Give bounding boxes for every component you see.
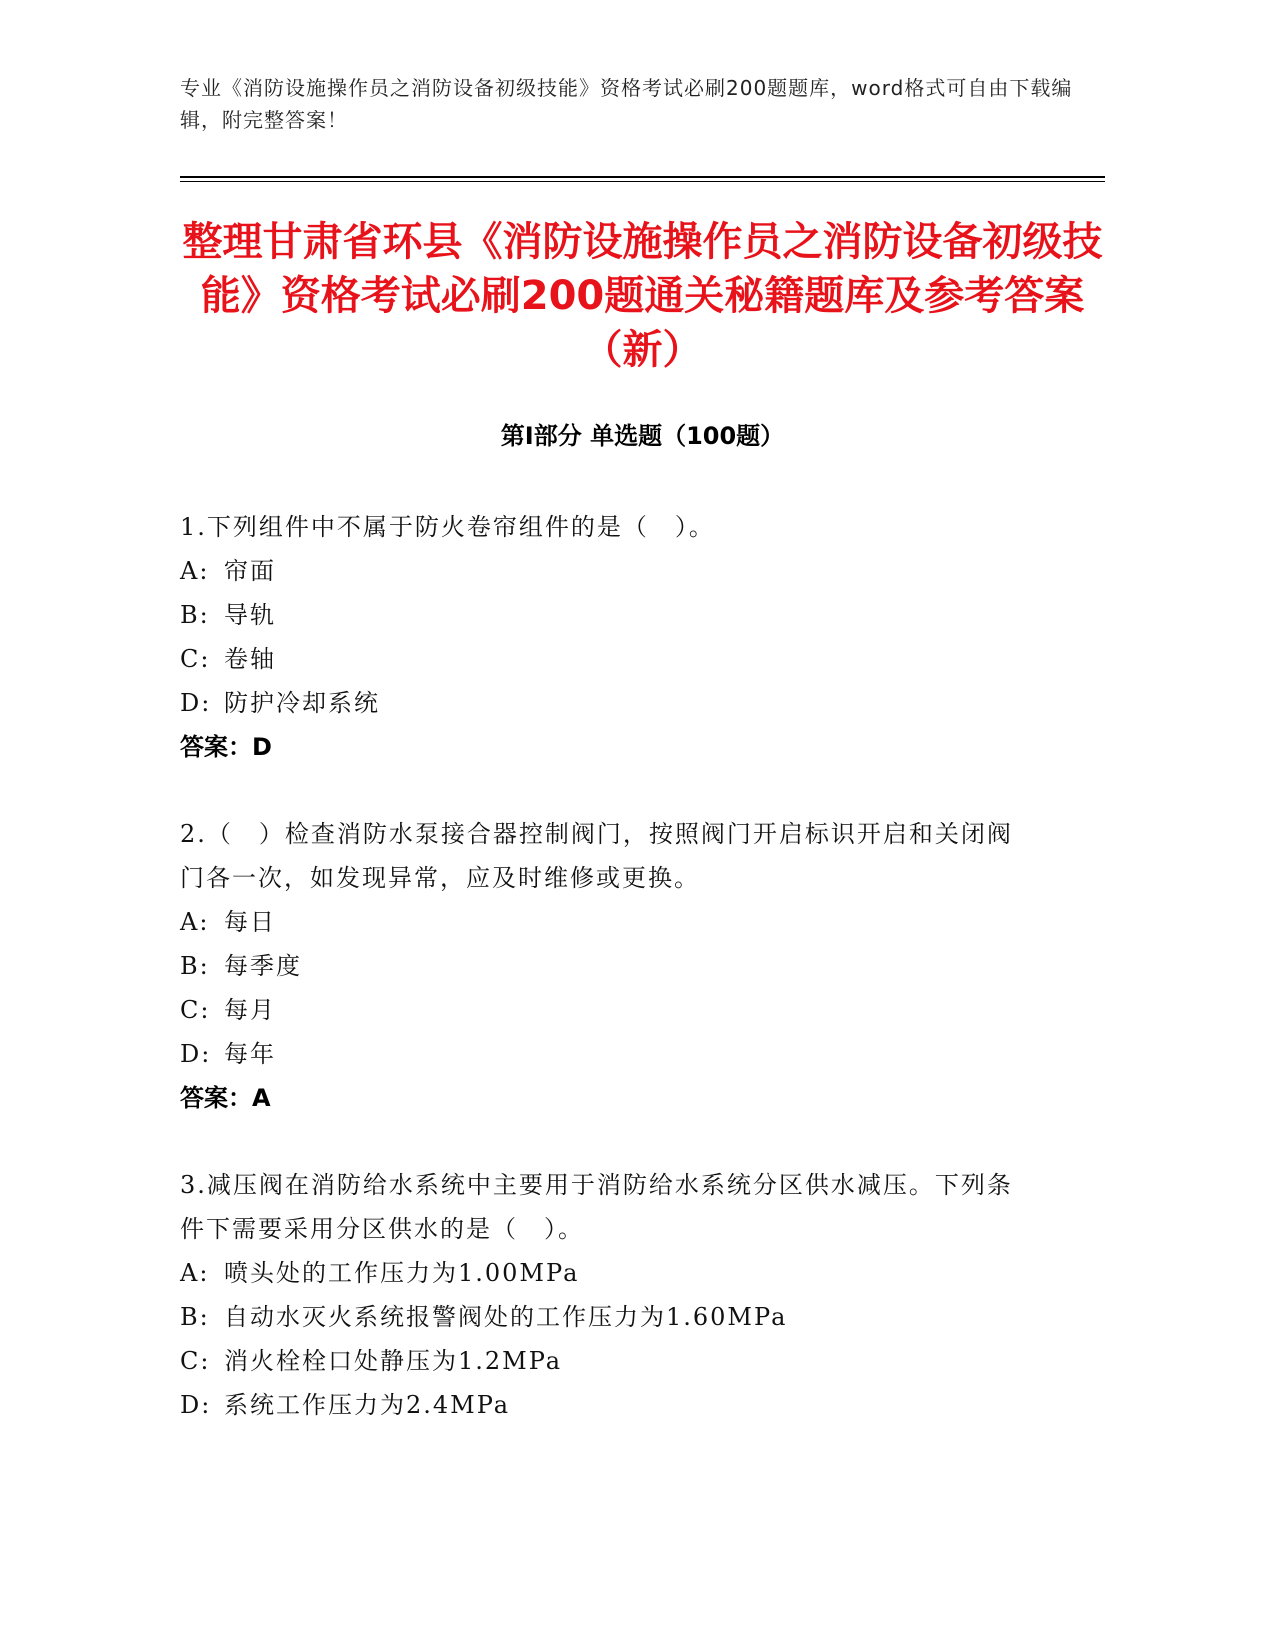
option-letter: D:	[180, 689, 212, 717]
option-text: 每日	[224, 908, 276, 936]
option-a	[180, 1251, 1030, 1295]
header-rule-thin	[180, 181, 1105, 182]
option-d	[180, 1383, 1030, 1427]
question-stem: 1.下列组件中不属于防火卷帘组件的是（ ）。	[180, 513, 715, 541]
option-d	[180, 1032, 1030, 1076]
option-b	[180, 1295, 1030, 1339]
question-stem: 3.减压阀在消防给水系统中主要用于消防给水系统分区供水减压。下列条件下需要采用分区供水的是（ ）。	[180, 1171, 1013, 1243]
option-text: 每月	[224, 996, 276, 1024]
document-title: 整理甘肃省环县《消防设施操作员之消防设备初级技能》资格考试必刷200题通关秘籍题库及参考答案（新）	[182, 219, 1103, 373]
answer-line: 答案：D	[180, 733, 272, 761]
section-heading: 第Ⅰ部分 单选题（100题）	[500, 422, 785, 450]
option-b	[180, 593, 1030, 637]
answer-line: 答案：A	[180, 1084, 271, 1112]
option-text: 帘面	[224, 557, 276, 585]
option-text: 喷头处的工作压力为1.00MPa	[224, 1259, 580, 1287]
option-text: 导轨	[224, 601, 276, 629]
option-letter: A:	[180, 1259, 210, 1287]
option-c	[180, 637, 1030, 681]
option-text: 每年	[224, 1040, 276, 1068]
option-letter: B:	[180, 601, 210, 629]
option-d	[180, 681, 1030, 725]
question-3	[180, 1163, 1030, 1427]
header-rule-thick	[180, 176, 1105, 178]
question-1	[180, 505, 1030, 769]
option-a	[180, 900, 1030, 944]
option-text: 系统工作压力为2.4MPa	[224, 1391, 511, 1419]
option-text: 自动水灭火系统报警阀处的工作压力为1.60MPa	[224, 1303, 788, 1331]
option-letter: B:	[180, 1303, 210, 1331]
option-text: 每季度	[224, 952, 302, 980]
option-c	[180, 1339, 1030, 1383]
question-2	[180, 812, 1030, 1120]
option-text: 防护冷却系统	[224, 689, 380, 717]
option-letter: D:	[180, 1391, 212, 1419]
header-note: 专业《消防设施操作员之消防设备初级技能》资格考试必刷200题题库，word格式可自由下载编辑，附完整答案！	[180, 76, 1073, 132]
option-text: 卷轴	[224, 645, 276, 673]
option-c	[180, 988, 1030, 1032]
option-letter: C:	[180, 645, 211, 673]
option-a	[180, 549, 1030, 593]
option-b	[180, 944, 1030, 988]
option-letter: A:	[180, 557, 210, 585]
question-stem: 2.（ ）检查消防水泵接合器控制阀门，按照阀门开启标识开启和关闭阀门各一次，如发现异常，应及时维修或更换。	[180, 820, 1013, 892]
option-letter: C:	[180, 1347, 211, 1375]
option-letter: D:	[180, 1040, 212, 1068]
option-text: 消火栓栓口处静压为1.2MPa	[224, 1347, 563, 1375]
question-list	[180, 505, 1030, 1427]
option-letter: A:	[180, 908, 210, 936]
option-letter: C:	[180, 996, 211, 1024]
option-letter: B:	[180, 952, 210, 980]
